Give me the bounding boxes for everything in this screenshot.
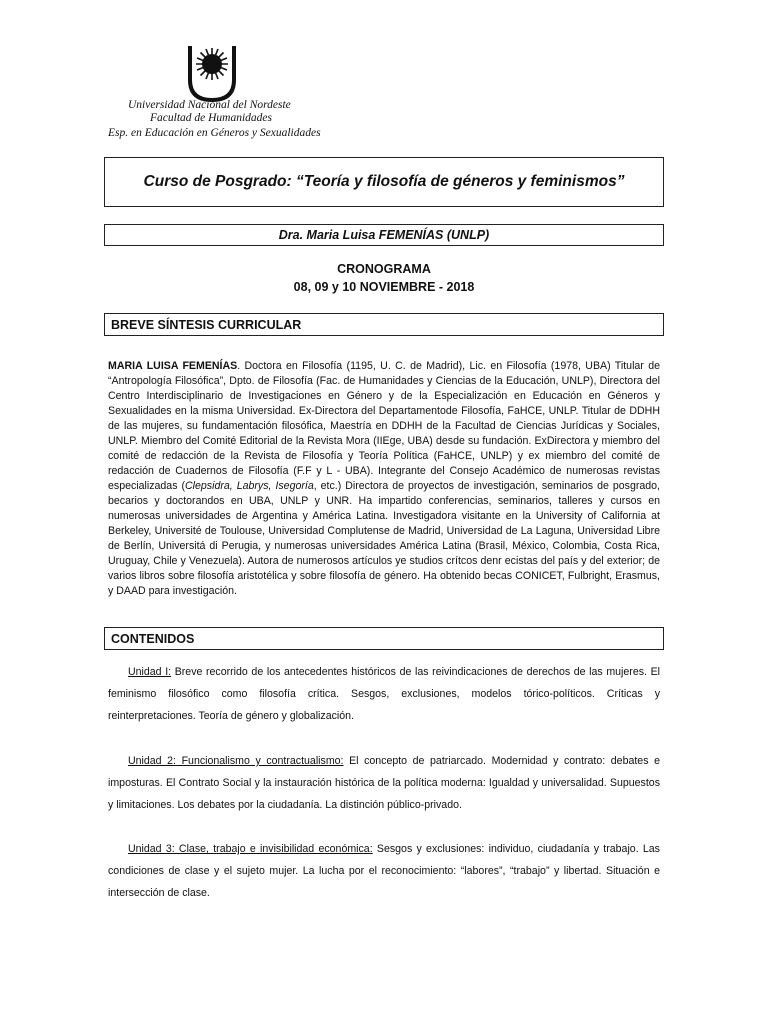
cv-journals: Clepsidra, Labrys, Isegoría	[185, 480, 314, 492]
university-logo	[186, 44, 238, 102]
university-name: Universidad Nacional del Nordeste	[128, 99, 291, 111]
unit-title: Unidad I:	[128, 666, 172, 678]
unit-text: Breve recorrido de los antecedentes históricos de las reivindicaciones de derechos de las mujeres. El feminismo filosófico como filosofía crítica. Sesgos, exclusiones, modelos tórico-políticos. Críticas y reinterpretaciones. Teoría de género y globalización.	[108, 666, 660, 722]
unit-paragraph	[108, 750, 660, 816]
cv-text-part2: , etc.) Directora de proyectos de investigación, seminarios de posgrado, becarios y doctorandos en UBA, UNLP y UNR. Ha impartido conferencias, seminarios, talleres y cursos en numerosas universidades de Argentina y América Latina. Investigadora visitante en la University of California at Berkeley, Université de Toulouse, Universidad Complutense de Madrid, Universidad de La Laguna, Universidad Libre de Berlín, Universitá di Perugia, y numerosas universidades América Latina (Brasil, México, Colombia, Costa Rica, Uruguay, Chile y Venezuela). Autora de numerosos artículos ye studios crítcos denr ecistas del país y del exterior; de varios libros sobre filosofía aristotélica y sobre filosofía de género. Ha obtenido becas CONICET, Fulbright, Erasmus, y DAAD para investigación.	[108, 480, 660, 597]
program-name: Esp. en Educación en Géneros y Sexualidades	[108, 127, 321, 139]
author-box	[104, 224, 664, 246]
unit-paragraph	[108, 838, 660, 904]
cv-section-heading-box	[104, 313, 664, 336]
unit-text: El concepto de patriarcado. Modernidad y contrato: debates e imposturas. El Contrato Social y la instauración histórica de la política moderna: Igualdad y universalidad. Supuestos y limitaciones. Los debates por la ciudadanía. La distinción público-privado.	[108, 755, 660, 811]
schedule-heading: CRONOGRAMA	[337, 262, 431, 276]
contents-section-heading-box	[104, 627, 664, 650]
unit-text: Sesgos y exclusiones: individuo, ciudadanía y trabajo. Las condiciones de clase y el sujeto mujer. La lucha por el reconocimiento: “labores”, “trabajo” y libertad. Situación e intersección de clase.	[108, 843, 660, 899]
faculty-name: Facultad de Humanidades	[150, 112, 273, 124]
contents-section-heading: CONTENIDOS	[111, 631, 195, 646]
cv-text-part1: . Doctora en Filosofía (1195, U. C. de Madrid), Lic. en Filosofía (1978, UBA) Titular de “Antropología Filosófica”, Dpto. de Filosofía (Fac. de Humanidades y Ciencias de la Educación, UNLP), Directora del Centro Interdisciplinario de Investigaciones en Género y de la Especialización en Educación en Géneros y Sexualidades en la misma Universidad. Ex-Directora del Departamentode Filosofía, FaHCE, UNLP. Titular de DDHH de las mujeres, su fundamentación filosófica, Maestría en DDHH de la Facultad de Ciencias Jurídicas y Sociales, UNLP. Miembro del Comité Editorial de la Revista Mora (IIEge, UBA) desde su fundación. ExDirectora y miembro del comité de redacción de la Revista de Filosofía y Teoría Política (FaHCE, UNLP) y ex miembro del comité de redacción de Cuadernos de Filosofía (F.F y L - UBA). Integrante del Consejo Académico de numerosas revistas especializadas (	[108, 360, 660, 492]
unit-title: Unidad 2: Funcionalismo y contractualismo:	[128, 755, 344, 767]
unit-paragraph	[108, 661, 660, 727]
unit-title: Unidad 3: Clase, trabajo e invisibilidad económica:	[128, 843, 373, 855]
course-title: Curso de Posgrado: “Teoría y filosofía de géneros y feminismos”	[143, 173, 625, 190]
sun-emblem-icon	[196, 48, 228, 80]
cv-name: MARIA LUISA FEMENÍAS	[108, 360, 238, 372]
course-title-box	[104, 157, 664, 207]
cv-section-heading: BREVE SÍNTESIS CURRICULAR	[111, 317, 302, 332]
cv-paragraph	[108, 359, 660, 599]
schedule-dates: 08, 09 y 10 NOVIEMBRE - 2018	[293, 280, 475, 294]
author-name: Dra. Maria Luisa FEMENÍAS (UNLP)	[278, 228, 490, 242]
